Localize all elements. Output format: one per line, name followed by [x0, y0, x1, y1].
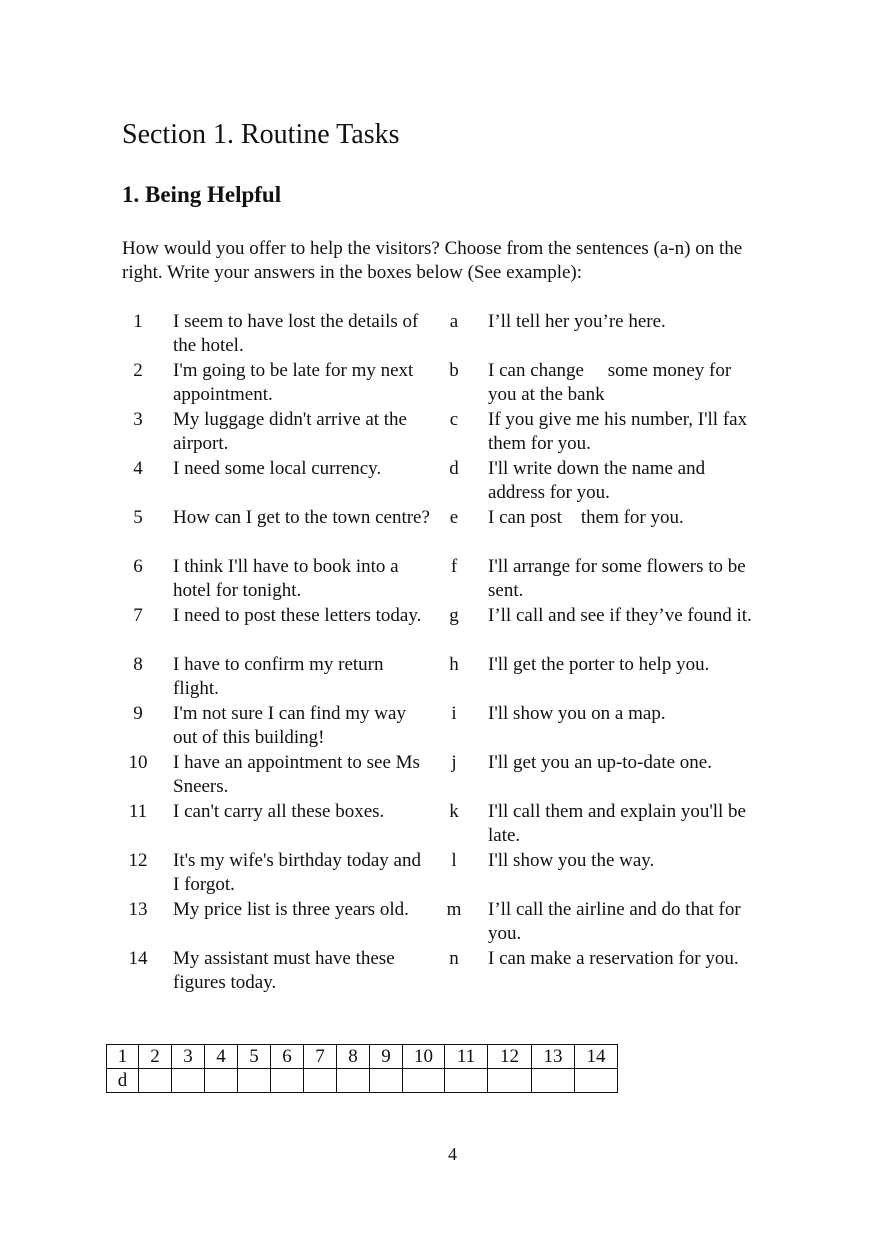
answer-text: I can post them for you. — [488, 507, 684, 528]
answer-grid-header: 11 — [445, 1045, 488, 1069]
answer-letter: k — [449, 801, 459, 822]
question-number: 7 — [133, 605, 143, 626]
question-text: I'm not sure I can find my way out of this building! — [173, 703, 406, 748]
answer-text: I'll write down the name and address for you. — [488, 458, 706, 503]
answer-text: I’ll call and see if they’ve found it. — [488, 605, 752, 626]
match-row — [122, 408, 762, 457]
answer-letter: c — [449, 409, 459, 430]
question-number: 12 — [128, 850, 148, 871]
match-row — [122, 359, 762, 408]
question-number: 9 — [133, 703, 143, 724]
answer-text: I'll arrange for some flowers to be sent. — [488, 556, 746, 601]
answer-cell[interactable] — [445, 1069, 488, 1093]
answer-cell[interactable] — [488, 1069, 532, 1093]
answer-letter: e — [449, 507, 459, 528]
answer-letter: j — [451, 752, 457, 773]
question-number: 11 — [128, 801, 148, 822]
answer-cell[interactable] — [304, 1069, 337, 1093]
answer-grid-header: 5 — [238, 1045, 271, 1069]
answer-cell[interactable] — [205, 1069, 238, 1093]
question-number: 14 — [128, 948, 148, 969]
answer-grid-header: 7 — [304, 1045, 337, 1069]
question-number: 8 — [133, 654, 143, 675]
answer-grid-header: 8 — [337, 1045, 370, 1069]
answer-letter: m — [446, 899, 462, 920]
answer-text: I'll call them and explain you'll be late. — [488, 801, 746, 846]
question-text: I can't carry all these boxes. — [173, 801, 385, 822]
question-number: 3 — [133, 409, 143, 430]
answer-grid-header: 12 — [488, 1045, 532, 1069]
question-text: I have an appointment to see Ms Sneers. — [173, 752, 420, 797]
answer-cell[interactable] — [271, 1069, 304, 1093]
match-row — [122, 555, 762, 604]
answer-cell[interactable] — [238, 1069, 271, 1093]
answer-letter: n — [449, 948, 459, 969]
question-number: 4 — [133, 458, 143, 479]
match-row — [122, 506, 762, 555]
answer-grid-header: 14 — [575, 1045, 618, 1069]
answer-grid-header-row — [107, 1045, 618, 1069]
answer-text: I'll show you the way. — [488, 850, 655, 871]
question-text: My price list is three years old. — [173, 899, 409, 920]
answer-cell[interactable] — [532, 1069, 575, 1093]
question-text: My luggage didn't arrive at the airport. — [173, 409, 407, 454]
exercise-title: 1. Being Helpful — [122, 182, 282, 207]
question-text: I seem to have lost the details of the hotel. — [173, 311, 419, 356]
match-row — [122, 653, 762, 702]
question-number: 1 — [133, 311, 143, 332]
answer-cell[interactable] — [139, 1069, 172, 1093]
question-text: It's my wife's birthday today and I forgot. — [173, 850, 421, 895]
answer-grid-header: 4 — [205, 1045, 238, 1069]
match-row — [122, 800, 762, 849]
answer-letter: f — [450, 556, 458, 577]
match-row — [122, 849, 762, 898]
match-row — [122, 751, 762, 800]
answer-text: I’ll call the airline and do that for you. — [488, 899, 741, 944]
question-number: 13 — [128, 899, 148, 920]
question-number: 10 — [128, 752, 148, 773]
answer-letter: a — [449, 311, 459, 332]
answer-letter: b — [449, 360, 459, 381]
question-number: 5 — [133, 507, 143, 528]
answer-text: I’ll tell her you’re here. — [488, 311, 666, 332]
answer-letter: g — [449, 605, 459, 626]
answer-cell[interactable] — [337, 1069, 370, 1093]
question-number: 2 — [133, 360, 143, 381]
answer-letter: h — [449, 654, 459, 675]
matching-exercise — [122, 310, 762, 996]
answer-text: I'll get you an up-to-date one. — [488, 752, 712, 773]
answer-text: I can change some money for you at the bank — [488, 360, 736, 405]
answer-cell[interactable]: d — [107, 1069, 139, 1093]
answer-grid-header: 9 — [370, 1045, 403, 1069]
answer-letter: l — [451, 850, 457, 871]
answer-text: I can make a reservation for you. — [488, 948, 739, 969]
answer-text: I'll get the porter to help you. — [488, 654, 710, 675]
match-row — [122, 702, 762, 751]
answer-cell[interactable] — [403, 1069, 445, 1093]
answer-cell[interactable] — [172, 1069, 205, 1093]
answer-letter: i — [451, 703, 457, 724]
answer-letter: d — [449, 458, 459, 479]
answer-grid-header: 3 — [172, 1045, 205, 1069]
match-row — [122, 457, 762, 506]
question-text: I need to post these letters today. — [173, 605, 422, 626]
question-text: I have to confirm my return flight. — [173, 654, 384, 699]
answer-grid-header: 6 — [271, 1045, 304, 1069]
answer-cell[interactable] — [370, 1069, 403, 1093]
question-text: I'm going to be late for my next appointment. — [173, 360, 414, 405]
match-row — [122, 310, 762, 359]
question-text: I need some local currency. — [173, 458, 382, 479]
match-row — [122, 947, 762, 996]
answer-cell[interactable] — [575, 1069, 618, 1093]
answer-grid-answer-row — [107, 1069, 618, 1093]
answer-text: If you give me his number, I'll fax them for you. — [488, 409, 748, 454]
answer-grid-header: 10 — [403, 1045, 445, 1069]
match-row — [122, 898, 762, 947]
question-text: My assistant must have these figures today. — [173, 948, 395, 993]
section-title: Section 1. Routine Tasks — [122, 119, 400, 150]
match-row — [122, 604, 762, 653]
answer-grid-header: 1 — [107, 1045, 139, 1069]
instructions: How would you offer to help the visitors? Choose from the sentences (a-n) on the right. Write your answers in the boxes below (See example): — [122, 238, 743, 283]
question-text: I think I'll have to book into a hotel for tonight. — [173, 556, 399, 601]
answer-grid-header: 13 — [532, 1045, 575, 1069]
page-number: 4 — [448, 1144, 457, 1164]
answer-text: I'll show you on a map. — [488, 703, 666, 724]
question-number: 6 — [133, 556, 143, 577]
answer-grid-header: 2 — [139, 1045, 172, 1069]
answer-grid — [106, 1044, 618, 1093]
question-text: How can I get to the town centre? — [173, 507, 430, 528]
